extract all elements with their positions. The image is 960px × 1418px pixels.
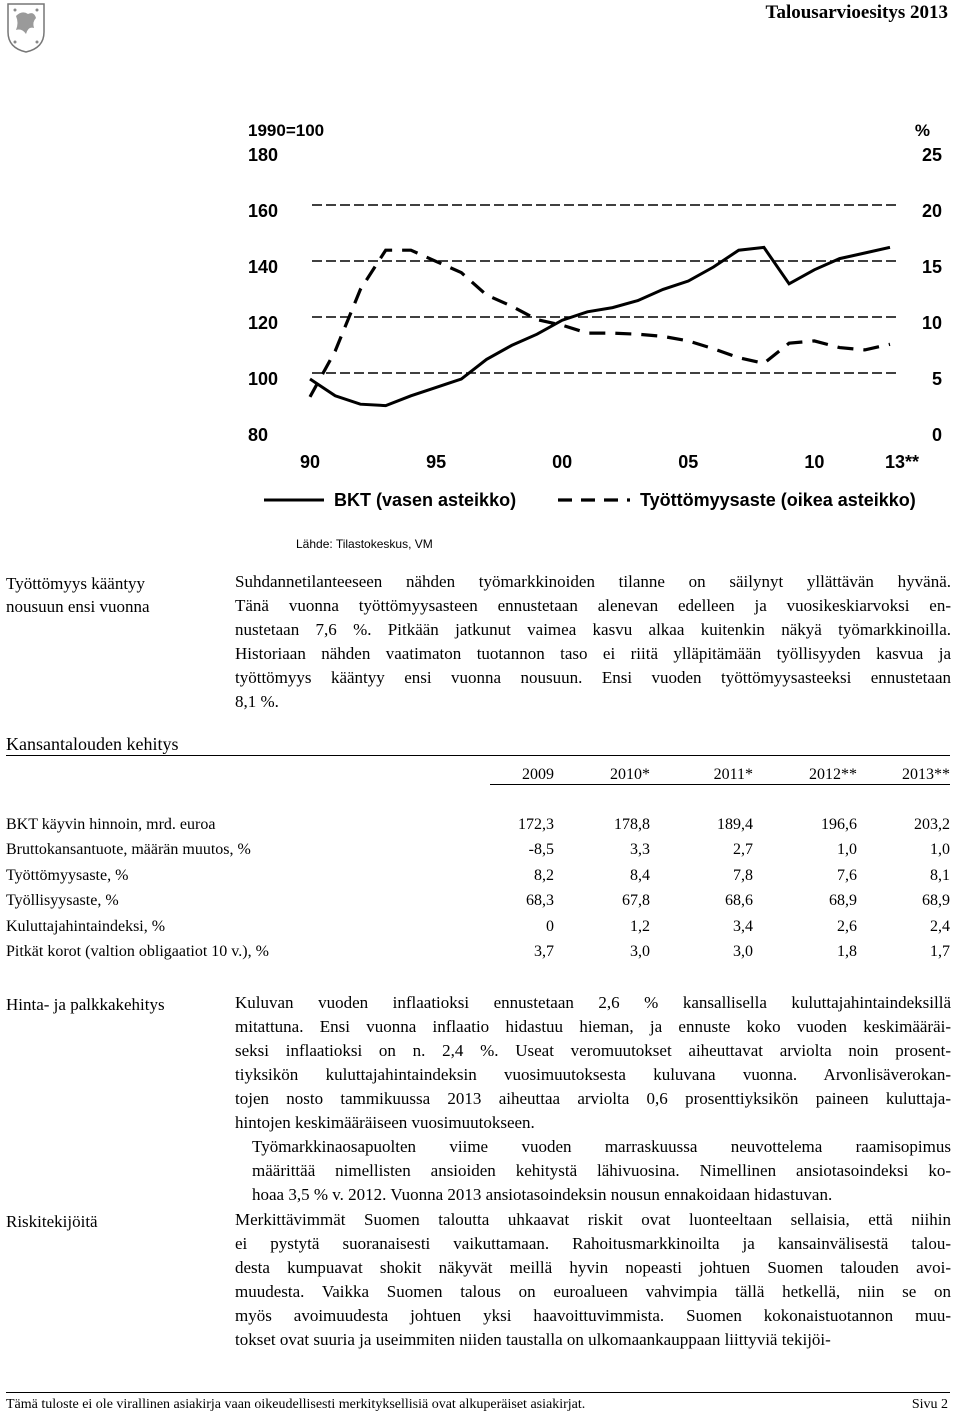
row-label: Kuluttajahintaindeksi, % [6,917,166,935]
column-header: 2012** [809,766,857,783]
table-cell: 3,7 [534,943,554,961]
table-cell: 196,6 [821,815,857,833]
table-header-row [6,760,950,788]
paragraph-prices [235,991,951,1207]
table-cell: 3,0 [630,943,650,961]
coat-of-arms-logo [6,2,46,59]
table-cell: 8,1 [930,866,950,884]
x-tick-label: 13** [884,452,920,472]
table-cell: 1,8 [837,943,857,961]
left-axis-label: 1990=100 [248,121,325,140]
text-line: Historiaan nähden vaatimaton tuotannon taso ei riitä ylläpitämään työllisyyden kasvua ja [235,644,951,663]
side-label-prices: Hinta- ja palkkakehitys [6,995,165,1014]
column-header: 2009 [522,766,554,783]
table-row [6,889,950,915]
text-line: hintojen keskimääräiseen vuosimuutokseen. [235,1113,535,1132]
right-axis-label: % [914,121,930,140]
table-row [6,914,950,940]
text-line: ei pystytä suoranaisesti vaikuttamaan. Rahoitusmarkkinoilta ja kansainvälisestä talou- [235,1234,951,1253]
table-cell: 8,2 [534,866,554,884]
series-line-gdp [310,247,890,405]
x-tick-label: 10 [804,452,825,472]
text-line: tokset ovat suuria ja useimmiten niiden taustalla on ulkomaankauppaan liittyviä tekijöi- [235,1330,831,1349]
table-cell: 8,4 [630,866,650,884]
divider [6,755,950,756]
table-cell: 68,9 [829,892,857,910]
column-header: 2011* [713,766,753,783]
table-cell: 189,4 [717,815,753,833]
table-cell: 1,0 [930,841,950,859]
table-cell: -8,5 [528,841,554,859]
gdp-unemployment-chart [240,110,960,560]
chart-source: Lähde: Tilastokeskus, VM [296,537,433,551]
right-tick-label: 0 [931,425,942,445]
column-header: 2010* [610,766,650,783]
legend [264,490,916,510]
row-label: BKT käyvin hinnoin, mrd. euroa [6,815,216,833]
table-cell: 0 [546,917,554,935]
text-line: Tänä vuonna työttömyysasteen ennustetaan alenevan edelleen ja vuosikeskiarvoksi en- [235,596,951,615]
series-line-unemployment [310,250,890,397]
left-tick-label: 140 [248,257,279,277]
column-header: 2013** [902,766,950,783]
right-tick-label: 20 [921,201,942,221]
text-line: Kuluvan vuoden inflaatioksi ennustetaan 2,6 % kansallisella kuluttajahintaindeksillä [235,993,951,1012]
table-cell: 2,7 [733,841,753,859]
legend-label-unemployment: Työttömyysaste (oikea asteikko) [640,490,916,510]
table-cell: 1,2 [630,917,650,935]
text-line: tiyksikön kuluttajahintaindeksin vuosimuutoksesta kuluvana vuonna. Arvonlisäverokan- [235,1065,951,1084]
table-cell: 3,0 [733,943,753,961]
table-title: Kansantalouden kehitys [6,734,179,754]
left-tick-label: 120 [248,313,279,333]
table-cell: 7,8 [733,866,753,884]
right-tick-label: 5 [931,369,942,389]
x-tick-label: 00 [552,452,573,472]
text-line: myös avoimuudesta johtuen yksi haavoittuvimmista. Suomen kokonaistuotannon muu- [235,1306,951,1325]
side-label-unemployment: Työttömyys kääntyy nousuun ensi vuonna [6,574,150,616]
paragraph-risks [235,1208,951,1352]
text-line: Merkittävimmät Suomen taloutta uhkaavat riskit ovat luonteeltaan sellaisia, että niihin [235,1210,951,1229]
row-label: Työllisyysaste, % [6,892,119,910]
table-row [6,863,950,889]
x-tick-label: 05 [678,452,699,472]
row-label: Pitkät korot (valtion obligaatiot 10 v.), % [6,943,269,961]
table-cell: 172,3 [518,815,554,833]
table-row [6,940,950,966]
text-line: 8,1 %. [235,692,279,711]
row-label: Työttömyysaste, % [6,866,129,884]
text-line: mitattuna. Ensi vuonna inflaatio hidastuu hieman, ja ennuste koko vuoden keskimääräi- [235,1017,951,1036]
row-label: Bruttokansantuote, määrän muutos, % [6,841,251,859]
table-cell: 3,3 [630,841,650,859]
footer-divider [6,1392,950,1393]
text-line: nustetaan 7,6 %. Pitkään jatkunut vaimea kasvu alkaa kuitenkin näkyä työmarkkinoilla. [235,620,951,639]
table-cell: 2,6 [837,917,857,935]
table-cell: 68,9 [922,892,950,910]
left-tick-label: 160 [248,201,279,221]
text-line: työttömyys kääntyy ensi vuonna nousuun. Ensi vuoden työttömyysasteeksi ennustetaan [235,668,951,687]
table-cell: 2,4 [930,917,950,935]
text-line: tojen nosto tammikuussa 2013 aiheuttaa arviolta 0,6 prosenttiyksikön paineen kuluttaja- [235,1089,951,1108]
side-label-risks: Riskitekijöitä [6,1212,98,1231]
table-cell: 3,4 [733,917,753,935]
gridlines [312,205,896,373]
text-line: desta kumpuavat shokit näkyvät meillä hyvin nopeasti johtuen Suomen talouden avoi- [235,1258,951,1277]
left-tick-label: 100 [248,369,279,389]
economic-indicators-table [6,760,950,965]
right-tick-label: 10 [921,313,942,333]
table-cell: 203,2 [914,815,950,833]
text-line: Työmarkkinaosapuolten viime vuoden marraskuussa neuvottelema raamisopimus [252,1137,951,1156]
text-line: muudesta. Vaikka Suomen talous on euroalueen vahvimpia tällä hetkellä, niin se on [235,1282,951,1301]
table-cell: 68,3 [526,892,554,910]
table-cell: 1,7 [930,943,950,961]
document-title: Talousarvioesitys 2013 [765,2,948,23]
text-line: seksi inflaatioksi on n. 2,4 %. Useat veromuutokset aiheuttavat arviolta noin prosent- [235,1041,951,1060]
left-tick-label: 80 [248,425,269,445]
right-tick-label: 15 [921,257,942,277]
page-number: Sivu 2 [911,1397,948,1412]
table-row [6,838,950,864]
table-cell: 178,8 [614,815,650,833]
right-tick-label: 25 [921,145,942,165]
table-cell: 7,6 [837,866,857,884]
text-line: Suhdannetilanteeseen nähden työmarkkinoiden tilanne on säilynyt yllättävän hyvänä. [235,572,951,591]
paragraph-employment [235,570,951,714]
x-tick-label: 95 [426,452,447,472]
text-line: hoaa 3,5 % v. 2012. Vuonna 2013 ansiotasoindeksin nousun ennakoidaan hidastuvan. [252,1185,833,1204]
table-cell: 68,6 [725,892,753,910]
left-tick-label: 180 [248,145,279,165]
x-tick-label: 90 [299,452,321,472]
table-cell: 67,8 [622,892,650,910]
legend-label-gdp: BKT (vasen asteikko) [334,490,517,510]
table-row [6,812,950,838]
table-cell: 1,0 [837,841,857,859]
footer-disclaimer: Tämä tuloste ei ole virallinen asiakirja vaan oikeudellisesti merkityksellisiä ovat alkuperäiset asiakirjat. [6,1397,586,1412]
text-line: määrittää nimellisten ansioiden kehitystä lähivuosina. Nimellinen ansiotasoindeksi ko- [252,1161,951,1180]
